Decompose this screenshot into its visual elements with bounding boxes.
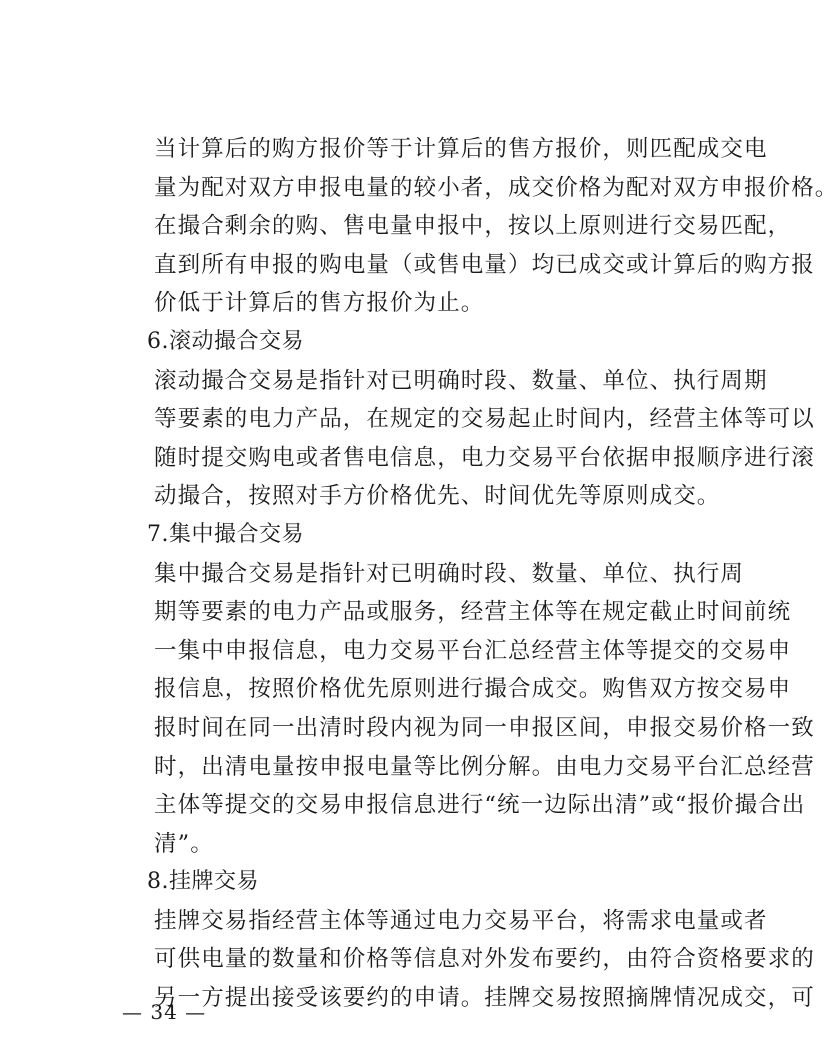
page-number: — 34 —	[122, 1000, 207, 1024]
text-line: 另一方提出接受该要约的申请。挂牌交易按照摘牌情况成交，可	[154, 985, 815, 1012]
heading-text: 8.挂牌交易	[147, 869, 259, 895]
text-line: 期等要素的电力产品或服务，经营主体等在规定截止时间前统	[154, 599, 792, 626]
text-line: 报时间在同一出清时段内视为同一申报区间，申报交易价格一致	[154, 714, 815, 741]
section-heading-rolling-matching	[109, 323, 699, 362]
paragraph-centralized-matching	[109, 555, 815, 864]
text-line: 时，出清电量按申报电量等比例分解。由电力交易平台汇总经营	[154, 753, 815, 780]
text-line: 可供电量的数量和价格等信息对外发布要约，由符合资格要求的	[154, 946, 815, 973]
section-heading-listing-trade	[109, 863, 699, 902]
text-line: 在撮合剩余的购、售电量申报中，按以上原则进行交易匹配，	[154, 213, 792, 240]
paragraph-remaining-matching	[109, 207, 815, 323]
text-line: 挂牌交易指经营主体等通过电力交易平台，将需求电量或者	[154, 907, 768, 934]
document-body	[109, 130, 838, 1018]
text-line: 直到所有申报的购电量（或售电量）均已成交或计算后的购方报	[154, 251, 815, 278]
text-line: 等要素的电力产品，在规定的交易起止时间内，经营主体等可以	[154, 406, 815, 433]
text-line: 主体等提交的交易申报信息进行“统一边际出清”或“报价撮合出	[154, 792, 806, 819]
text-line: 随时提交购电或者售电信息，电力交易平台依据申报顺序进行滚	[154, 444, 815, 471]
text-line: 一集中申报信息，电力交易平台汇总经营主体等提交的交易申	[154, 637, 792, 664]
heading-text: 6.滚动撮合交易	[147, 328, 304, 354]
text-line: 报信息，按照价格优先原则进行撮合成交。购售双方按交易申	[154, 676, 792, 703]
text-line: 价低于计算后的售方报价为止。	[154, 290, 485, 317]
section-heading-centralized-matching	[109, 516, 699, 555]
text-line: 动撮合，按照对手方价格优先、时间优先等原则成交。	[154, 483, 721, 510]
text-line: 清”。	[154, 830, 214, 857]
text-line: 当计算后的购方报价等于计算后的售方报价，则匹配成交电	[154, 136, 768, 162]
heading-text: 7.集中撮合交易	[147, 521, 304, 547]
paragraph-price-equal	[109, 130, 838, 207]
text-line: 量为配对双方申报电量的较小者，成交价格为配对双方申报价格。	[154, 174, 838, 201]
paragraph-rolling-matching	[109, 362, 815, 516]
text-line: 集中撮合交易是指针对已明确时段、数量、单位、执行周	[154, 560, 745, 587]
text-line: 滚动撮合交易是指针对已明确时段、数量、单位、执行周期	[154, 367, 768, 394]
